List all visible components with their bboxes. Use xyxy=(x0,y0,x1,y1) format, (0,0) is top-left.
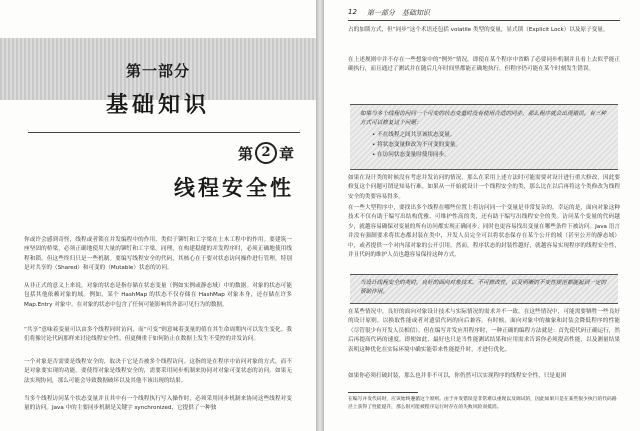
paragraph: 占的加锁方式，但“同步”这个术语还包括 volatile 类型的变量，显式锁（Explicit Lock）以及原子变量。 xyxy=(348,27,609,33)
paragraph: 在某些情况中，良好的面向对象设计技术与实际情况的需求并不一致。在这些情况中，可能需要牺牲一些良好的设计原则，以换取性能或者对遗留代码的向后兼容。有时候，面向对象中的抽象和封装会降低程序的性能（尽管很少有开发人员相信），但在编写并发应用程序时，一种正确的编程方法就是：首先使代码正确运行，然后再提高代码的速度。即便如此，最好也只是当性能测试结果和应用需求告诉你必须提高性能，以及测量结果表明这种优化在实际环境中确实能带来性能提升时，才进行优化。 xyxy=(348,309,620,353)
highlight-box xyxy=(350,274,618,304)
paragraph: 一个对象是否需要是线程安全的，取决于它是否被多个线程访问。这指的是在程序中访问对象的方式，而不是对象要实现的功能。要使得对象是线程安全的，需要采用同步机制来协同对对象可变状态的访问。如果无法实现协同，那么可能会导致数据破坏以及其他不该出现的结果。 xyxy=(24,359,292,384)
right-page xyxy=(324,0,640,431)
paragraph: “共享”意味着变量可以由多个线程同时访问，而“可变”则意味着变量的值在其生命周期内可以发生变化。我们将像讨论代码那样来讨论线程安全性，但更侧重于如何防止在数据上发生不受控的并发访问。 xyxy=(24,327,292,343)
list-item: • 不在线程之间共享该状态变量。 xyxy=(372,130,461,140)
callout-intro: 如果当多个线程访问同一个可变的状态变量时没有使用合适的同步，那么程序就会出现错误。有三种方式可以修复这个问题： xyxy=(360,111,607,126)
callout-box xyxy=(350,104,618,170)
chapter-number: 2 xyxy=(255,142,277,164)
chapter-label xyxy=(238,142,294,164)
callout-list xyxy=(372,130,461,160)
paragraph: 在上述规则中并不存在一些想象中的“例外”情况。即使在某个程序中省略了必要同步机制并且看上去似乎能正确执行，而且通过了测试并在随后几年时间里都能正确地执行，但程序仍可能在某个时刻发生错误。 xyxy=(348,57,620,73)
running-header xyxy=(348,8,430,18)
paragraph: 在一些大型程序中，要找出多个线程在哪些位置上将访问同一个变量是非常复杂的。幸运的是，面向对象这种技术不仅有助于编写出结构优雅、可维护性高的类，还有助于编写出线程安全的类。访问某个变量的代码越少，就越容易确保对变量的所有访问都实现正确同步，同时也更容易找出变量在哪些条件下被访问。Java 语言并没有强制要求将状态都封装在类中，开发人员完全可以将状态保存在某个公开的域（甚至公开的静态域）中，或者提供一个对内部对象的公开引用。然而，程序状态的封装性越好，就越容易实现程序的线程安全性，并且代码的维护人员也越容易保持这种方式。 xyxy=(348,205,620,259)
header-title: 第一部分 基础知识 xyxy=(366,9,430,17)
header-rule xyxy=(348,20,620,21)
chapter-prefix: 第 xyxy=(237,144,253,163)
list-item: • 在访问状态变量时使用同步。 xyxy=(372,150,461,160)
paragraph: 如果在设计类的时候没有考虑并发访问的情况，那么在采用上述方法时可能需要对设计进行重大修改，因此要修复这个问题可谓是知易行难。如果从一开始就设计一个线程安全的类，那么比在以后再将这个类修改为线程安全的类要容易得多。 xyxy=(348,175,620,200)
left-page xyxy=(0,0,316,431)
highlight-text: 当设计线程安全的类时，良好的面向对象技术、不可修改性，以及明晰的不变性规范都能起到一定的帮助作用。 xyxy=(360,280,607,295)
footnote-rule xyxy=(348,392,418,393)
part-subtitle: 基础知识 xyxy=(105,93,210,118)
page-number: 12 xyxy=(348,8,357,16)
paragraph: 你或许会感到奇怪，线程或者锁在并发编程中的作用，类似于铆钉和工字梁在土木工程中的作用。要建筑一座坚固的桥梁，必须正确地使用大量的铆钉和工字梁。同理，在构建稳健的并发程序时，必须正确地使用线程和锁。但这些终归只是一些机制。要编写线程安全的代码，其核心在于要对状态访问操作进行管理，特别是对共享的（Shared）和可变的（Mutable）状态的访问。 xyxy=(24,237,292,272)
footnote: 在编写并发代码时，应该始终遵循这个原则。由于并发错误是非常难以重现以及调试的，因此如果只是在某些很少执行的代码路径上获得了性能提升，那么很可能被程序运行时存在的失败风险而抵消。 xyxy=(348,397,617,410)
chapter-rule xyxy=(28,132,300,133)
paragraph: 当多个线程访问某个状态变量并且其中有一个线程执行写入操作时，必须采用同步机制来协同这些线程对变量的访问。Java 中的主要同步机制是关键字 synchronized，它提供了一种独 xyxy=(24,396,292,412)
chapter-suffix: 章 xyxy=(278,144,294,163)
book-gutter xyxy=(316,0,324,431)
paragraph: 从非正式的意义上来说，对象的状态是指存储在状态变量（例如实例或静态域）中的数据。对象的状态可能包括其他依赖对象的域。例如，某个 HashMap 的状态不仅存储在 HashMap 对象本身，还存储在许多 Map.Entry 对象中。在对象的状态中包含了任何可能影响其外部可见行为的数据。 xyxy=(24,283,292,308)
part-title: 第一部分 xyxy=(125,62,190,80)
paragraph: 如果你必须打破封装，那么也并非不可以，你仍然可以实现程序的线程安全性，只是更困 xyxy=(348,373,567,379)
chapter-title: 线程安全性 xyxy=(174,176,294,200)
list-item: • 将状态变量修改为不可变的变量。 xyxy=(372,140,461,150)
